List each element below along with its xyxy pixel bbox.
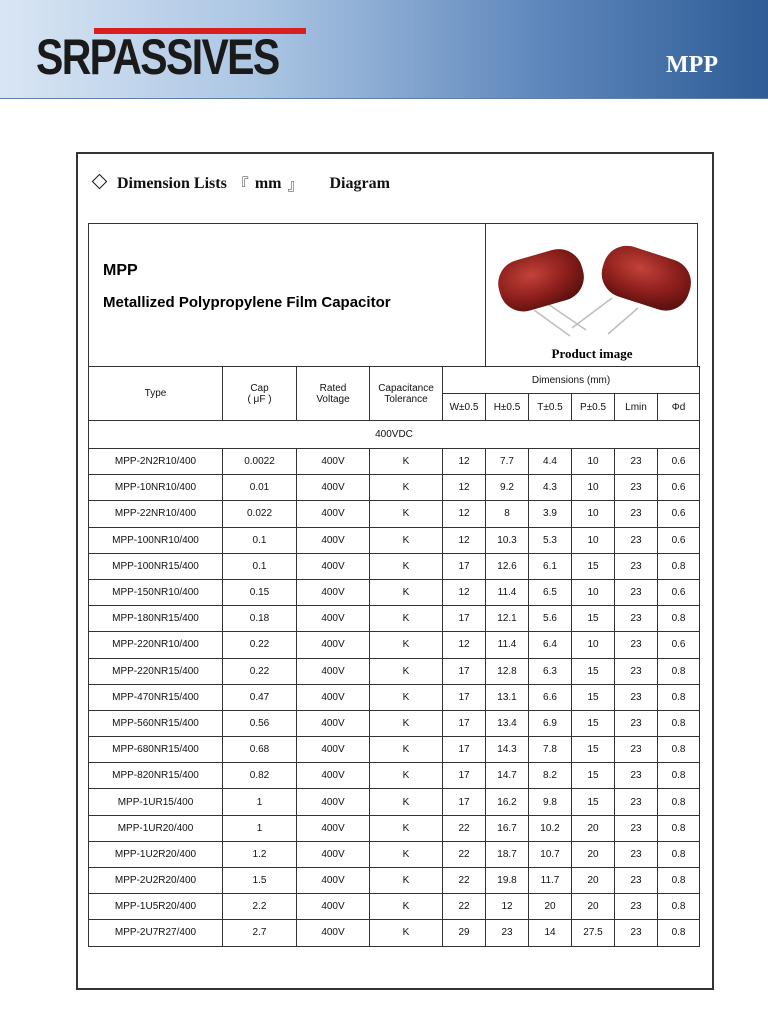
cell-d: 0.8 xyxy=(658,920,700,946)
cell-voltage: 400V xyxy=(297,501,370,527)
cell-cap: 1.2 xyxy=(223,841,297,867)
cell-tolerance: K xyxy=(370,501,443,527)
cell-h: 12.6 xyxy=(486,553,529,579)
header-cap-line2: ( μF ) xyxy=(247,393,272,405)
cell-type: MPP-560NR15/400 xyxy=(89,710,223,736)
cell-type: MPP-1U2R20/400 xyxy=(89,841,223,867)
table-row xyxy=(89,868,700,894)
cell-p: 10 xyxy=(572,449,615,475)
cell-t: 10.2 xyxy=(529,815,572,841)
header-voltage xyxy=(297,367,370,421)
cell-cap: 2.2 xyxy=(223,894,297,920)
table-row xyxy=(89,579,700,605)
header-h: H±0.5 xyxy=(486,394,529,421)
cell-tolerance: K xyxy=(370,527,443,553)
diamond-icon xyxy=(92,174,108,190)
cell-w: 22 xyxy=(443,815,486,841)
cell-cap: 1 xyxy=(223,789,297,815)
cell-lmin: 23 xyxy=(615,475,658,501)
cell-cap: 0.01 xyxy=(223,475,297,501)
cell-lmin: 23 xyxy=(615,710,658,736)
cell-voltage: 400V xyxy=(297,527,370,553)
cell-d: 0.8 xyxy=(658,606,700,632)
cell-t: 4.3 xyxy=(529,475,572,501)
table-row xyxy=(89,763,700,789)
cell-lmin: 23 xyxy=(615,894,658,920)
cell-voltage: 400V xyxy=(297,684,370,710)
cell-type: MPP-100NR10/400 xyxy=(89,527,223,553)
cell-lmin: 23 xyxy=(615,789,658,815)
cell-lmin: 23 xyxy=(615,763,658,789)
cell-tolerance: K xyxy=(370,606,443,632)
cell-voltage: 400V xyxy=(297,606,370,632)
cell-h: 16.2 xyxy=(486,789,529,815)
cell-type: MPP-1U5R20/400 xyxy=(89,894,223,920)
cell-lmin: 23 xyxy=(615,606,658,632)
section-unit: mm xyxy=(254,174,282,192)
cell-tolerance: K xyxy=(370,868,443,894)
table-row xyxy=(89,841,700,867)
cell-t: 20 xyxy=(529,894,572,920)
header-t: T±0.5 xyxy=(529,394,572,421)
cell-type: MPP-2U2R20/400 xyxy=(89,868,223,894)
header-tolerance-line2: Tolerance xyxy=(384,393,428,405)
cell-d: 0.8 xyxy=(658,658,700,684)
cell-voltage: 400V xyxy=(297,449,370,475)
cell-d: 0.8 xyxy=(658,710,700,736)
cell-w: 29 xyxy=(443,920,486,946)
cell-w: 12 xyxy=(443,501,486,527)
cell-w: 17 xyxy=(443,763,486,789)
cell-t: 7.8 xyxy=(529,737,572,763)
cell-h: 11.4 xyxy=(486,632,529,658)
cell-d: 0.6 xyxy=(658,632,700,658)
table-row xyxy=(89,737,700,763)
cell-lmin: 23 xyxy=(615,684,658,710)
header-lmin: Lmin xyxy=(615,394,658,421)
cell-lmin: 23 xyxy=(615,501,658,527)
header-type: Type xyxy=(89,367,223,421)
table-row xyxy=(89,606,700,632)
table-row xyxy=(89,553,700,579)
cell-lmin: 23 xyxy=(615,449,658,475)
table-row xyxy=(89,475,700,501)
cell-w: 17 xyxy=(443,606,486,632)
cell-tolerance: K xyxy=(370,475,443,501)
paren-open: 『 xyxy=(232,177,249,194)
cell-cap: 0.022 xyxy=(223,501,297,527)
capacitor-icon xyxy=(486,224,698,346)
table-row xyxy=(89,684,700,710)
header-tolerance-line1: Capacitance xyxy=(378,382,434,394)
cell-lmin: 23 xyxy=(615,579,658,605)
table-row xyxy=(89,527,700,553)
cell-voltage: 400V xyxy=(297,632,370,658)
cell-h: 10.3 xyxy=(486,527,529,553)
cell-d: 0.8 xyxy=(658,789,700,815)
cell-type: MPP-680NR15/400 xyxy=(89,737,223,763)
cell-p: 20 xyxy=(572,841,615,867)
cell-t: 6.1 xyxy=(529,553,572,579)
cell-voltage: 400V xyxy=(297,868,370,894)
document-code: MPP xyxy=(666,52,718,78)
cell-type: MPP-220NR10/400 xyxy=(89,632,223,658)
header-p: P±0.5 xyxy=(572,394,615,421)
brand-name: SRPASSIVES xyxy=(36,29,279,85)
cell-p: 20 xyxy=(572,868,615,894)
cell-tolerance: K xyxy=(370,920,443,946)
cell-type: MPP-470NR15/400 xyxy=(89,684,223,710)
cell-p: 27.5 xyxy=(572,920,615,946)
voltage-group-row: 400VDC xyxy=(89,421,700,449)
section-suffix: Diagram xyxy=(329,174,390,192)
cell-w: 17 xyxy=(443,737,486,763)
cell-voltage: 400V xyxy=(297,841,370,867)
cell-voltage: 400V xyxy=(297,763,370,789)
cell-p: 15 xyxy=(572,606,615,632)
cell-h: 14.3 xyxy=(486,737,529,763)
cell-cap: 2.7 xyxy=(223,920,297,946)
cell-type: MPP-22NR10/400 xyxy=(89,501,223,527)
cell-p: 15 xyxy=(572,553,615,579)
cell-lmin: 23 xyxy=(615,737,658,763)
cell-lmin: 23 xyxy=(615,841,658,867)
header-w: W±0.5 xyxy=(443,394,486,421)
cell-t: 6.4 xyxy=(529,632,572,658)
cell-cap: 1 xyxy=(223,815,297,841)
cell-lmin: 23 xyxy=(615,658,658,684)
cell-lmin: 23 xyxy=(615,632,658,658)
cell-tolerance: K xyxy=(370,632,443,658)
table-row xyxy=(89,449,700,475)
page-header xyxy=(0,0,768,99)
cell-cap: 0.1 xyxy=(223,527,297,553)
table-row xyxy=(89,710,700,736)
cell-h: 16.7 xyxy=(486,815,529,841)
cell-h: 12 xyxy=(486,894,529,920)
cell-tolerance: K xyxy=(370,894,443,920)
cell-tolerance: K xyxy=(370,449,443,475)
section-title xyxy=(94,172,390,195)
cell-h: 14.7 xyxy=(486,763,529,789)
cell-w: 17 xyxy=(443,684,486,710)
cell-d: 0.8 xyxy=(658,868,700,894)
cell-h: 11.4 xyxy=(486,579,529,605)
cell-p: 10 xyxy=(572,632,615,658)
cell-h: 23 xyxy=(486,920,529,946)
cell-cap: 0.22 xyxy=(223,658,297,684)
cell-d: 0.8 xyxy=(658,684,700,710)
cell-t: 10.7 xyxy=(529,841,572,867)
cell-lmin: 23 xyxy=(615,815,658,841)
cell-d: 0.8 xyxy=(658,894,700,920)
cell-voltage: 400V xyxy=(297,789,370,815)
cell-d: 0.6 xyxy=(658,449,700,475)
cell-tolerance: K xyxy=(370,710,443,736)
cell-t: 11.7 xyxy=(529,868,572,894)
cell-type: MPP-2U7R27/400 xyxy=(89,920,223,946)
cell-tolerance: K xyxy=(370,789,443,815)
table-row xyxy=(89,920,700,946)
cell-p: 10 xyxy=(572,579,615,605)
product-name: Metallized Polypropylene Film Capacitor xyxy=(103,294,391,311)
cell-h: 9.2 xyxy=(486,475,529,501)
product-box xyxy=(88,223,698,367)
cell-p: 15 xyxy=(572,658,615,684)
header-d: Φd xyxy=(658,394,700,421)
cell-p: 10 xyxy=(572,475,615,501)
dimension-table xyxy=(88,366,700,947)
cell-w: 12 xyxy=(443,449,486,475)
cell-type: MPP-820NR15/400 xyxy=(89,763,223,789)
cell-d: 0.8 xyxy=(658,737,700,763)
cell-w: 12 xyxy=(443,579,486,605)
cell-tolerance: K xyxy=(370,841,443,867)
cell-tolerance: K xyxy=(370,684,443,710)
cell-voltage: 400V xyxy=(297,894,370,920)
cell-p: 20 xyxy=(572,894,615,920)
cell-w: 22 xyxy=(443,894,486,920)
product-image xyxy=(486,224,698,366)
cell-t: 5.6 xyxy=(529,606,572,632)
cell-lmin: 23 xyxy=(615,527,658,553)
cell-w: 12 xyxy=(443,632,486,658)
cell-w: 17 xyxy=(443,658,486,684)
product-info xyxy=(89,224,486,366)
cell-w: 22 xyxy=(443,841,486,867)
table-body xyxy=(89,449,700,947)
cell-h: 7.7 xyxy=(486,449,529,475)
cell-voltage: 400V xyxy=(297,475,370,501)
cell-p: 10 xyxy=(572,527,615,553)
cell-type: MPP-150NR10/400 xyxy=(89,579,223,605)
cell-type: MPP-100NR15/400 xyxy=(89,553,223,579)
table-row xyxy=(89,501,700,527)
cell-voltage: 400V xyxy=(297,710,370,736)
cell-type: MPP-180NR15/400 xyxy=(89,606,223,632)
cell-type: MPP-10NR10/400 xyxy=(89,475,223,501)
cell-p: 15 xyxy=(572,789,615,815)
cell-cap: 0.1 xyxy=(223,553,297,579)
table-row xyxy=(89,815,700,841)
cell-lmin: 23 xyxy=(615,553,658,579)
cell-h: 19.8 xyxy=(486,868,529,894)
cell-p: 15 xyxy=(572,763,615,789)
cell-voltage: 400V xyxy=(297,920,370,946)
cell-p: 15 xyxy=(572,737,615,763)
table-row xyxy=(89,632,700,658)
cell-t: 14 xyxy=(529,920,572,946)
cell-h: 18.7 xyxy=(486,841,529,867)
cell-p: 15 xyxy=(572,710,615,736)
cell-voltage: 400V xyxy=(297,658,370,684)
header-cap xyxy=(223,367,297,421)
cell-cap: 0.18 xyxy=(223,606,297,632)
cell-cap: 0.15 xyxy=(223,579,297,605)
cell-h: 13.1 xyxy=(486,684,529,710)
cell-d: 0.6 xyxy=(658,527,700,553)
cell-type: MPP-1UR15/400 xyxy=(89,789,223,815)
cell-h: 13.4 xyxy=(486,710,529,736)
table-row xyxy=(89,789,700,815)
cell-cap: 0.22 xyxy=(223,632,297,658)
cell-cap: 0.56 xyxy=(223,710,297,736)
cell-voltage: 400V xyxy=(297,553,370,579)
header-voltage-line2: Voltage xyxy=(316,393,350,405)
section-title-text: Dimension Lists xyxy=(117,174,227,192)
cell-w: 22 xyxy=(443,868,486,894)
cell-w: 12 xyxy=(443,475,486,501)
cell-d: 0.8 xyxy=(658,815,700,841)
cell-lmin: 23 xyxy=(615,920,658,946)
cell-w: 12 xyxy=(443,527,486,553)
cell-t: 9.8 xyxy=(529,789,572,815)
cell-t: 5.3 xyxy=(529,527,572,553)
header-cap-line1: Cap xyxy=(250,382,269,394)
cell-type: MPP-1UR20/400 xyxy=(89,815,223,841)
product-code: MPP xyxy=(103,262,138,279)
header-tolerance xyxy=(370,367,443,421)
cell-d: 0.6 xyxy=(658,475,700,501)
cell-d: 0.6 xyxy=(658,501,700,527)
cell-w: 17 xyxy=(443,789,486,815)
cell-type: MPP-2N2R10/400 xyxy=(89,449,223,475)
header-voltage-line1: Rated xyxy=(319,382,347,394)
cell-t: 6.9 xyxy=(529,710,572,736)
cell-t: 3.9 xyxy=(529,501,572,527)
cell-p: 10 xyxy=(572,501,615,527)
cell-lmin: 23 xyxy=(615,868,658,894)
cell-voltage: 400V xyxy=(297,579,370,605)
cell-h: 8 xyxy=(486,501,529,527)
cell-tolerance: K xyxy=(370,763,443,789)
cell-h: 12.1 xyxy=(486,606,529,632)
cell-voltage: 400V xyxy=(297,737,370,763)
cell-d: 0.8 xyxy=(658,841,700,867)
cell-d: 0.8 xyxy=(658,763,700,789)
cell-t: 8.2 xyxy=(529,763,572,789)
cell-tolerance: K xyxy=(370,658,443,684)
cell-h: 12.8 xyxy=(486,658,529,684)
cell-t: 6.3 xyxy=(529,658,572,684)
header-dimensions: Dimensions (mm) xyxy=(443,367,700,394)
cell-cap: 0.47 xyxy=(223,684,297,710)
cell-d: 0.6 xyxy=(658,579,700,605)
cell-p: 15 xyxy=(572,684,615,710)
paren-close: 』 xyxy=(287,177,304,194)
cell-t: 6.5 xyxy=(529,579,572,605)
cell-cap: 1.5 xyxy=(223,868,297,894)
cell-cap: 0.82 xyxy=(223,763,297,789)
cell-cap: 0.68 xyxy=(223,737,297,763)
cell-tolerance: K xyxy=(370,579,443,605)
cell-type: MPP-220NR15/400 xyxy=(89,658,223,684)
cell-w: 17 xyxy=(443,710,486,736)
table-row xyxy=(89,658,700,684)
cell-p: 20 xyxy=(572,815,615,841)
cell-d: 0.8 xyxy=(658,553,700,579)
cell-w: 17 xyxy=(443,553,486,579)
table-row xyxy=(89,894,700,920)
cell-cap: 0.0022 xyxy=(223,449,297,475)
cell-tolerance: K xyxy=(370,815,443,841)
cell-tolerance: K xyxy=(370,553,443,579)
cell-voltage: 400V xyxy=(297,815,370,841)
cell-t: 6.6 xyxy=(529,684,572,710)
cell-tolerance: K xyxy=(370,737,443,763)
cell-t: 4.4 xyxy=(529,449,572,475)
product-image-caption: Product image xyxy=(551,346,633,361)
